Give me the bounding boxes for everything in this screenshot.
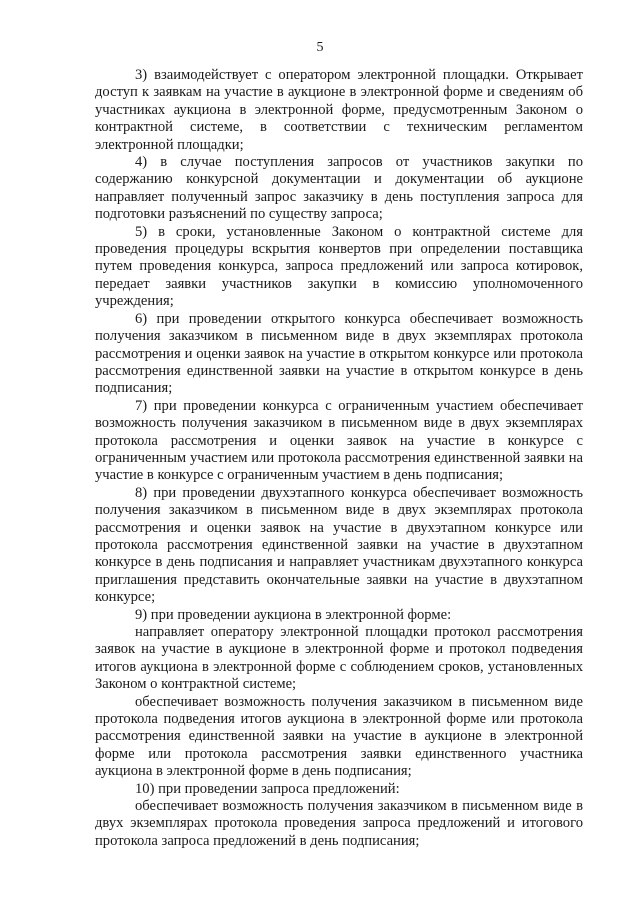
paragraph-item-10: 10) при проведении запроса предложений:: [135, 780, 400, 797]
page-number: 5: [316, 40, 324, 55]
paragraph-item-8: 8) при проведении двухэтапного конкурса обеспечивает возможность получения заказчиком в письменном виде в двух экземплярах протокола рассмотрения и оценки заявок на участие в двухэтапном конкурсе или протокола рассмотрения единственной заявки на участие в двухэтапном конкурсе в день подписания и направляет участникам двухэтапного конкурса приглашения представить окончательные заявки на участие в двухэтапном конкурсе;: [95, 484, 583, 606]
paragraph-item-9: 9) при проведении аукциона в электронной форме:: [135, 606, 452, 623]
document-body: [95, 67, 583, 850]
paragraph-item-5: 5) в сроки, установленные Законом о контрактной системе для проведения процедуры вскрытия конвертов при определении поставщика путем проведения конкурса, запроса предложений или запроса котировок, передает заявки участников закупки в комиссию уполномоченного учреждения;: [95, 223, 583, 310]
paragraph-item-7: 7) при проведении конкурса с ограниченным участием обеспечивает возможность получения заказчиком в письменном виде в двух экземплярах протокола рассмотрения и оценки заявок на участие в конкурсе с ограниченным участием или протокола рассмотрения единственной заявки на участие в конкурсе с ограниченным участием в день подписания;: [95, 397, 583, 484]
paragraph-item-9-sub-2: обеспечивает возможность получения заказчиком в письменном виде протокола подведения итогов аукциона в электронной форме или протокола рассмотрения единственной заявки на участие в аукционе в электронной форме или протокола рассмотрения заявки единственного участника аукциона в электронной форме в день подписания;: [95, 693, 583, 780]
paragraph-item-3: 3) взаимодействует с оператором электронной площадки. Открывает доступ к заявкам на участие в аукционе в электронной форме и сведениям об участниках аукциона в электронной форме, предусмотренным Законом о контрактной системе, в соответствии с техническим регламентом электронной площадки;: [95, 67, 583, 153]
paragraph-item-10-sub-1: обеспечивает возможность получения заказчиком в письменном виде в двух экземплярах протокола проведения запроса предложений и итогового протокола запроса предложений в день подписания;: [95, 798, 583, 849]
paragraph-item-4: 4) в случае поступления запросов от участников закупки по содержанию конкурсной документации и документации об аукционе направляет полученный запрос заказчику в день поступления запроса для подготовки разъяснений по существу запроса;: [95, 154, 583, 223]
paragraph-item-9-sub-1: направляет оператору электронной площадки протокол рассмотрения заявок на участие в аукционе в электронной форме и протокол подведения итогов аукциона в электронной форме с соблюдением сроков, установленных Законом о контрактной системе;: [95, 624, 583, 693]
paragraph-item-6: 6) при проведении открытого конкурса обеспечивает возможность получения заказчиком в письменном виде в двух экземплярах протокола рассмотрения и оценки заявок на участие в открытом конкурсе или протокола рассмотрения единственной заявки на участие в открытом конкурсе в день подписания;: [95, 310, 583, 397]
